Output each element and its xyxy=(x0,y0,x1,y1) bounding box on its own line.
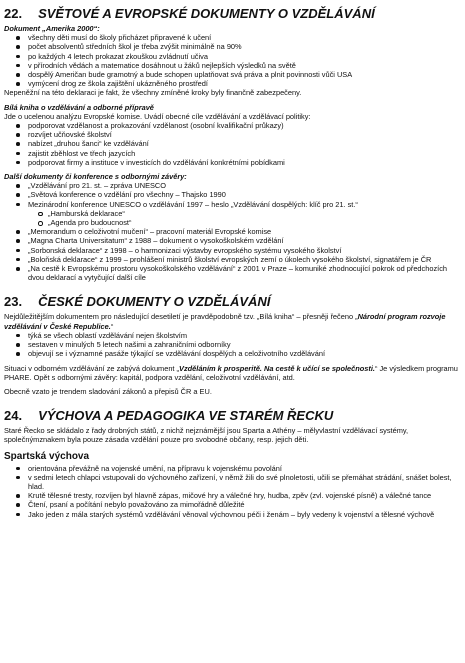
list-item: v sedmi letech chlapci vstupovali do výchovného zařízení, v němž žili do své plnoletosti, učili se přemáhat strádání, snášet bolest, hlad. xyxy=(28,473,459,491)
list-item: nabízet „druhou šanci“ ke vzdělávání xyxy=(28,139,459,148)
text: Nejdůležitějším dokumentem pro následující desetiletí je pravděpodobně tzv. „Bílá kniha“ – přesněji řečeno „ xyxy=(4,312,358,322)
emphasized-text: Národní program rozvoje vzdělávání v České Republice. xyxy=(4,312,446,331)
dalsi-dokumenty-list-b xyxy=(4,227,459,282)
section-24-heading xyxy=(4,408,459,423)
bila-kniha-list xyxy=(4,121,459,167)
list-item: „Vzdělávání pro 21. st. – zpráva UNESCO xyxy=(28,181,459,190)
list-item: Krutě tělesné tresty, rozvíjen byl hlavně zápas, mičové hry a válečné hry, hudba, zpěv (zvl. vojenské písně) a válečné tance xyxy=(28,491,459,500)
section-number: 23. xyxy=(4,294,23,310)
section-number: 22. xyxy=(4,6,23,21)
paragraph xyxy=(4,312,459,330)
list-item: „Světová konference o vzdělání pro všechny – Thajsko 1990 xyxy=(28,190,459,199)
section-title: ČESKÉ DOKUMENTY O VZDĚLÁVÁNÍ xyxy=(38,294,271,310)
cz-documents-list xyxy=(4,331,459,359)
text: “ xyxy=(110,321,114,331)
list-item: podporovat firmy a instituce v investicích do vzdělávání konkrétními pobídkami xyxy=(28,158,459,167)
list-item: Čtení, psaní a počítání nebylo považováno za mimořádně důležité xyxy=(28,500,459,509)
list-item: všechny děti musí do školy přicházet připravené k učení xyxy=(28,33,459,42)
subheading-amerika-2000: Dokument „Amerika 2000“: xyxy=(4,24,100,33)
list-item: „Hamburská deklarace“ xyxy=(48,209,459,218)
list-item: „Na cestě k Evropskému prostoru vysokoškolského vzdělávání“ z 2001 v Praze – komuniké zhodnocující pokrok od předchozích dvou deklarací a vytyčující další cíle xyxy=(28,264,459,282)
list-item: v přírodních vědách a matematice dosáhnout u žáků nejlepších výsledků na světě xyxy=(28,61,459,70)
paragraph xyxy=(4,364,459,382)
list-item: sestaven v minulých 5 letech našimi a zahraničními odborníky xyxy=(28,340,459,349)
list-item: Jako jeden z mála starých systémů vzdělávání věnoval výchovnou péči i ženám – byly vedeny k vojenství a tělesné výchově xyxy=(28,510,459,519)
section-title: SVĚTOVÉ A EVROPSKÉ DOKUMENTY O VZDĚLÁVÁNÍ xyxy=(38,6,375,21)
paragraph: Nepeněžní na této deklaraci je fakt, že všechny zmíněné kroky byly finančně zabezpečeny. xyxy=(4,88,302,98)
list-item: zajistit zběhlost ve třech jazycích xyxy=(28,149,459,158)
amerika-2000-list xyxy=(4,33,459,88)
list-item: rozvíjet učňovské školství xyxy=(28,130,459,139)
list-item: „Magna Charta Universitatum“ z 1988 – dokument o vysokoškolském vzdělání xyxy=(28,236,459,245)
paragraph: Obecně vzato je trendem sladování zákonů a přepisů ČR a EU. xyxy=(4,386,212,396)
list-item: „Sorbonská deklarace“ z 1998 – o harmonizaci výstavby evropského systému vysokého školství xyxy=(28,246,459,255)
list-item: „Boloňská deklarace“ z 1999 – prohlášení ministrů školství evropských zemí o úkolech vysokého školství, signatářem je ČR xyxy=(28,255,459,264)
list-item: orientována převážně na vojenské umění, na přípravu k vojenskému povolání xyxy=(28,464,459,473)
list-item: počet absolventů středních škol je třeba zvýšit minimálně na 90% xyxy=(28,42,459,51)
section-22-heading xyxy=(4,6,459,21)
list-item: objevují se i významné pasáže týkající se vzdělávání dospělých a celoživotního vzdělávání xyxy=(28,349,459,358)
subheading-bila-kniha: Bílá kniha o vzdělávání a odborné přípravě xyxy=(4,102,154,112)
dalsi-dokumenty-list-a xyxy=(4,181,459,209)
section-title: VÝCHOVA A PEDAGOGIKA VE STARÉM ŘECKU xyxy=(38,408,334,424)
list-item: „Agenda pro budoucnost“ xyxy=(48,218,459,227)
section-23-heading xyxy=(4,294,459,309)
emphasized-text: Vzděláním k prosperitě. Na cestě k učící se společnosti. xyxy=(179,363,375,373)
list-item: „Memorandum o celoživotní mučení“ – pracovní materiál Evropské komise xyxy=(28,227,459,236)
list-item: podporovat vzdělanost a prokazování vzdělanost (osobní kvalifikační průkazy) xyxy=(28,121,459,130)
text: “ Je výsledkem programu PHARE. Opět s odbornými závěry: kapitál, podpora vzdělání, celoživotní vzdělávání, atd. xyxy=(4,363,458,382)
paragraph: Jde o ucelenou analýzu Evropské komise. Uvádí obecné cíle vzdělávání a vzdělávací politiky: xyxy=(4,111,311,121)
list-item: týká se všech oblastí vzdělávání nejen školstvím xyxy=(28,331,459,340)
subheading-spartska-vychova: Spartská výchova xyxy=(4,450,90,462)
dalsi-dokumenty-sublist xyxy=(4,209,459,227)
section-number: 24. xyxy=(4,408,23,424)
subheading-dalsi-dokumenty: Další dokumenty či konference s odbornými závěry: xyxy=(4,172,187,182)
list-item: Mezinárodní konference UNESCO o vzdělávání 1997 – heslo „Vzdělávání dospělých: klíč pro 21. st.“ xyxy=(28,200,459,209)
text: Situaci v odborném vzdělávání ze zabývá dokument „ xyxy=(4,363,180,373)
spartska-vychova-list xyxy=(4,464,459,519)
list-item: po každých 4 letech prokazat zkouškou zvládnutí učiva xyxy=(28,52,459,61)
list-item: dospělý Američan bude gramotný a bude schopen uplatňovat svá práva a plnit povinnosti vůči USA xyxy=(28,70,459,79)
paragraph: Staré Řecko se skládalo z řady drobných států, z nichž nejznámější jsou Sparta a Athény – mělyvlastní vzdělávací systémy, společnýmznakem byla pouze zásada vzdělání pouze pro svobodné občany, resp. jejich děti. xyxy=(4,426,409,445)
list-item: vymýcení drog ze škola zajištění ukázněného prostředí xyxy=(28,79,459,88)
